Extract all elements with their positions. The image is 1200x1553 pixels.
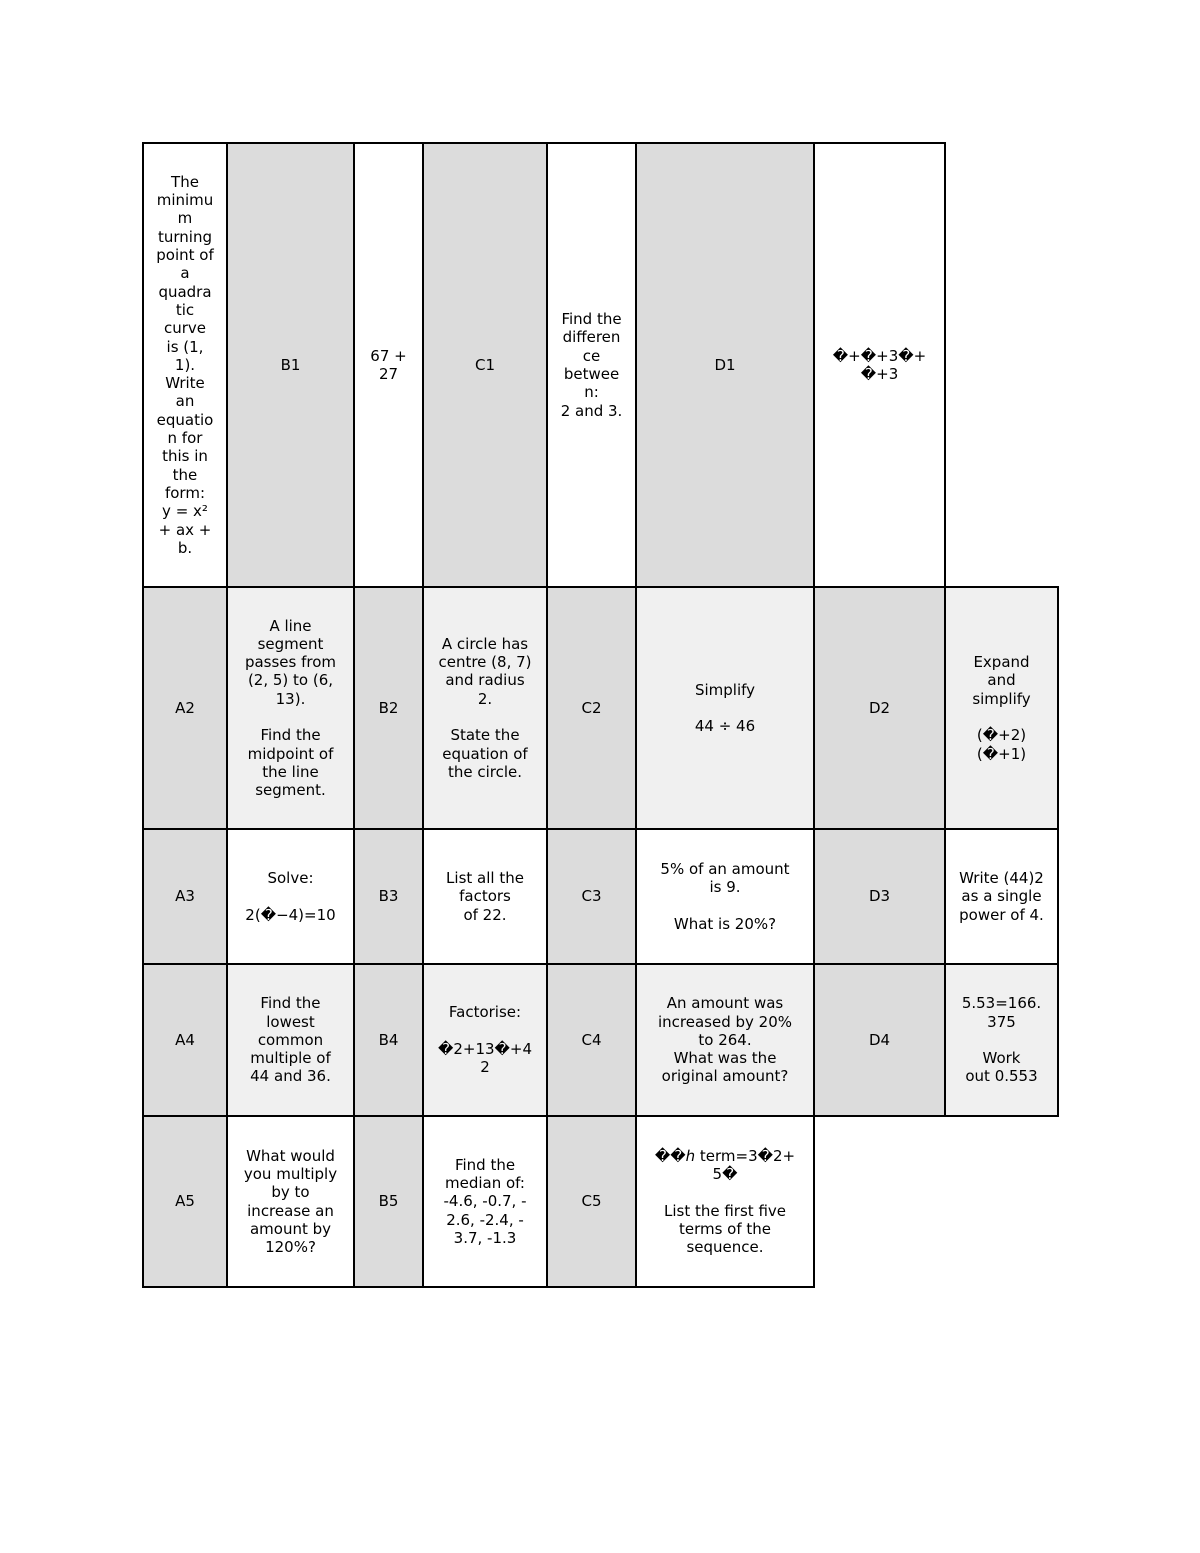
cell-b1-question: 67 + 27 [353, 142, 424, 588]
cell-a3-question: Solve: 2(�−4)=10 [226, 828, 355, 965]
cell-d2-question: Expand and simplify (�+2) (�+1) [944, 586, 1059, 830]
cell-b3-question: List all the factors of 22. [422, 828, 548, 965]
cell-b3-label: B3 [353, 828, 424, 965]
cell-a5-question: What would you multiply by to increase an amount by 120%? [226, 1115, 355, 1288]
cell-d3-question: Write (44)2 as a single power of 4. [944, 828, 1059, 965]
cell-b2-label: B2 [353, 586, 424, 830]
cell-c1-label: C1 [422, 142, 548, 588]
cell-c2-label: C2 [546, 586, 637, 830]
cell-a2-label: A2 [142, 586, 228, 830]
cell-d1-question: �+�+3�+ �+3 [813, 142, 946, 588]
cell-c4-label: C4 [546, 963, 637, 1117]
cell-d1-label: D1 [635, 142, 815, 588]
cell-c4-question: An amount was increased by 20% to 264. What was the original amount? [635, 963, 815, 1117]
cell-b4-label: B4 [353, 963, 424, 1117]
cell-a1-question: The minimu m turning point of a quadra tic curve is (1, 1). Write an equatio n for this in the form: y = x² + ax + b. [142, 142, 228, 588]
cell-c5-question: ��ℎ term=3�2+ 5� List the first five terms of the sequence. [635, 1115, 815, 1288]
cell-b2-question: A circle has centre (8, 7) and radius 2. State the equation of the circle. [422, 586, 548, 830]
cell-d4-label: D4 [813, 963, 946, 1117]
cell-b5-label: B5 [353, 1115, 424, 1288]
cell-b4-question: Factorise: �2+13�+4 2 [422, 963, 548, 1117]
cell-a3-label: A3 [142, 828, 228, 965]
cell-b1-label: B1 [226, 142, 355, 588]
cell-c3-question: 5% of an amount is 9. What is 20%? [635, 828, 815, 965]
cell-a2-question: A line segment passes from (2, 5) to (6, 13). Find the midpoint of the line segment. [226, 586, 355, 830]
cell-a4-label: A4 [142, 963, 228, 1117]
cell-c5-label: C5 [546, 1115, 637, 1288]
cell-c2-question: Simplify 44 ÷ 46 [635, 586, 815, 830]
cell-d2-label: D2 [813, 586, 946, 830]
cell-a4-question: Find the lowest common multiple of 44 and 36. [226, 963, 355, 1117]
cell-c1-question: Find the differen ce betwee n: 2 and 3. [546, 142, 637, 588]
cell-a5-label: A5 [142, 1115, 228, 1288]
cell-b5-question: Find the median of: -4.6, -0.7, - 2.6, -2.4, - 3.7, -1.3 [422, 1115, 548, 1288]
cell-c3-label: C3 [546, 828, 637, 965]
cell-d4-question: 5.53=166. 375 Work out 0.553 [944, 963, 1059, 1117]
cell-d3-label: D3 [813, 828, 946, 965]
